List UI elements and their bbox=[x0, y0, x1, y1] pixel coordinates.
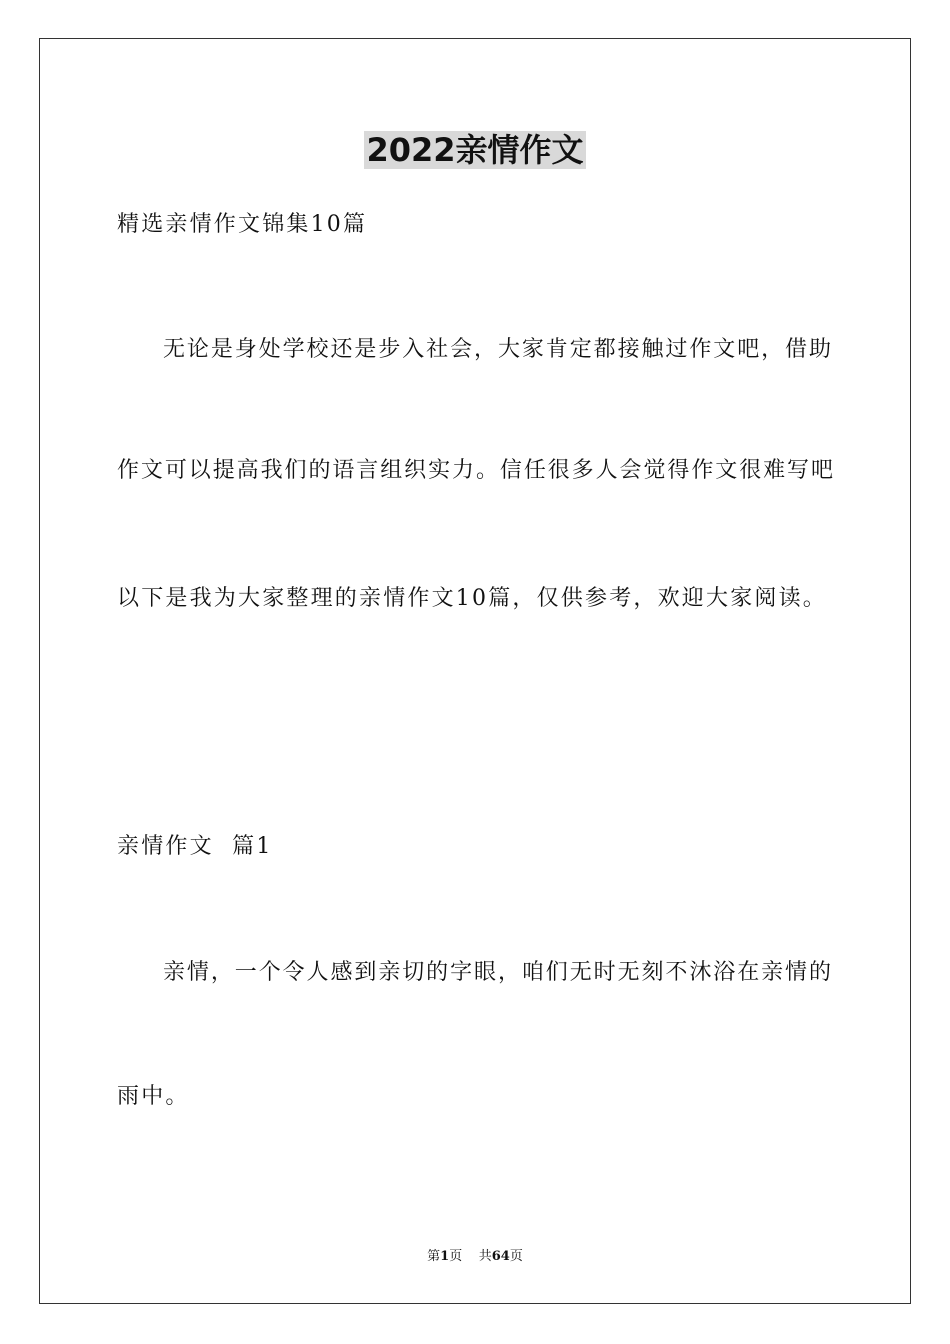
intro-line-2: 作文可以提高我们的语言组织实力。信任很多人会觉得作文很难写吧 bbox=[117, 458, 833, 483]
section-line-2: 雨中。 bbox=[117, 1084, 190, 1109]
section-line-1: 亲情，一个令人感到亲切的字眼，咱们无时无刻不沐浴在亲情的 bbox=[163, 960, 831, 985]
footer-total-suffix: 页 bbox=[509, 1249, 523, 1264]
footer-page-suffix: 页 bbox=[449, 1249, 463, 1264]
document-subtitle: 精选亲情作文锦集10篇 bbox=[117, 212, 368, 237]
footer-total-prefix: 共 bbox=[478, 1249, 492, 1264]
document-title bbox=[0, 126, 950, 174]
footer-page-number: 1 bbox=[440, 1249, 450, 1264]
footer-total-pages: 64 bbox=[491, 1249, 510, 1264]
intro-line-1: 无论是身处学校还是步入社会，大家肯定都接触过作文吧，借助 bbox=[163, 337, 831, 362]
intro-line-3: 以下是我为大家整理的亲情作文10篇，仅供参考，欢迎大家阅读。 bbox=[117, 586, 827, 611]
document-title-text: 2022亲情作文 bbox=[366, 131, 584, 169]
section-heading: 亲情作文 篇1 bbox=[117, 834, 273, 859]
page-footer bbox=[0, 1248, 950, 1266]
footer-page-prefix: 第 bbox=[427, 1249, 441, 1264]
